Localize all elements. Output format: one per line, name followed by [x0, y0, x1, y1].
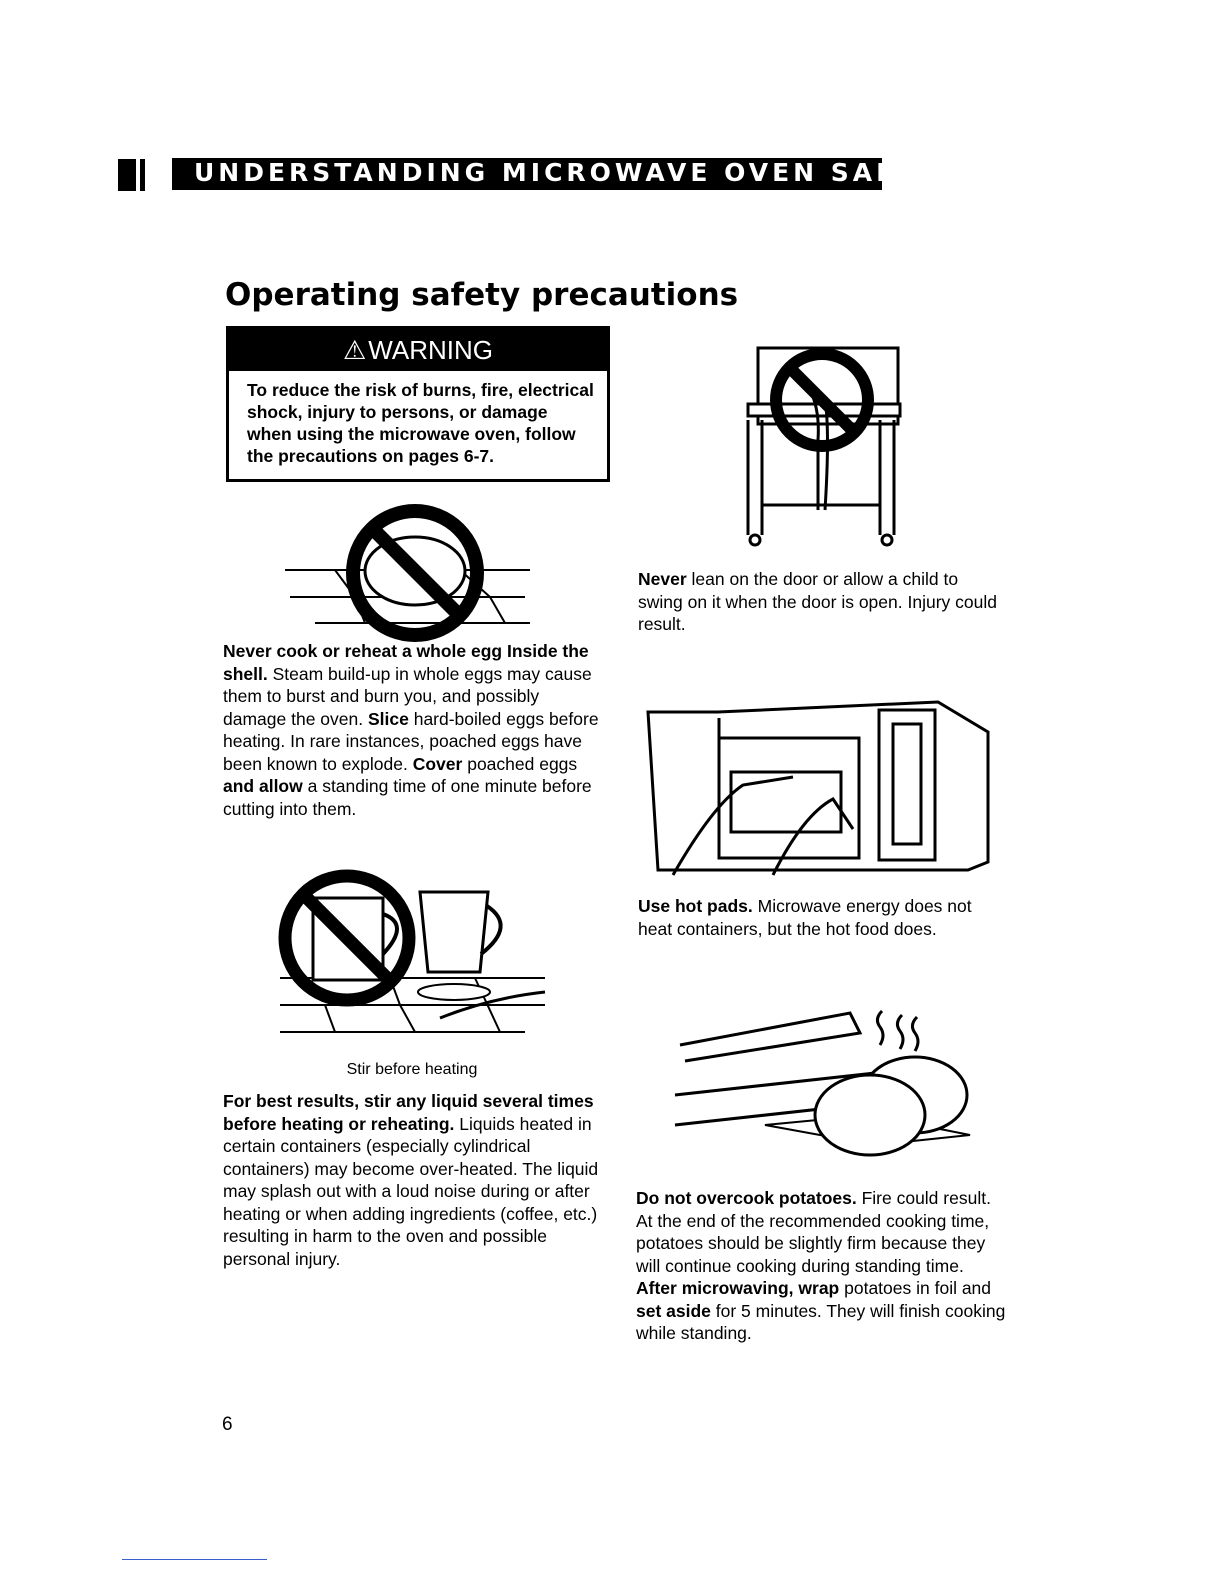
warning-label: WARNING [368, 335, 493, 365]
egg-bold-2: Slice [367, 708, 409, 729]
egg-paragraph [223, 640, 603, 820]
egg-bold-3: Cover [412, 753, 463, 774]
warning-box [226, 326, 610, 482]
egg-body-3: poached eggs [462, 753, 578, 774]
potatoes-body-3: for 5 minutes. They will finish cooking while standing. [636, 1300, 1006, 1343]
hot-pads-illustration [643, 690, 993, 880]
door-body: lean on the door or allow a child to swing on it when the door is open. Injury could result. [638, 569, 997, 634]
header-marker-line [140, 159, 145, 191]
potatoes-bold-2: After microwaving, wrap [636, 1278, 840, 1298]
page-number: 6 [222, 1414, 233, 1435]
potatoes-paragraph [636, 1187, 1006, 1345]
door-paragraph [638, 568, 998, 636]
potatoes-body-1: Fire could result. At the end of the recommended cooking time, potatoes should be slightly firm because they will continue cooking during standing time. [636, 1188, 991, 1276]
bottom-rule [122, 1559, 267, 1560]
stir-paragraph [223, 1090, 603, 1270]
potatoes-illustration [675, 1005, 975, 1175]
door-lead: Never [638, 569, 687, 589]
child-on-door-illustration [740, 340, 910, 565]
stir-caption: Stir before heating [346, 1061, 478, 1078]
section-header-title: UNDERSTANDING MICROWAVE OVEN SAFETY [194, 158, 962, 187]
stir-body: Liquids heated in certain containers (especially cylindrical containers) may become over-heated. The liquid may splash out with a loud noise during or after heating or when adding ingredients (coffee, etc.) resulting in harm to the oven and possible personal injury. [223, 1113, 599, 1269]
warning-text: To reduce the risk of burns, fire, electrical shock, injury to persons, or damage when using the microwave oven, follow the precautions on pages 6-7. [247, 380, 594, 466]
egg-body-1: Steam build-up in whole eggs may cause them to burst and burn you, and possibly damage the oven. [223, 663, 592, 729]
section-header [172, 158, 962, 190]
potatoes-lead: Do not overcook potatoes. [636, 1188, 857, 1208]
egg-body-2: hard-boiled eggs before heating. In rare instances, poached eggs have been known to explode. [223, 708, 599, 774]
egg-lead: Never cook or reheat a whole egg Inside the shell. [223, 641, 589, 684]
hot-pads-lead: Use hot pads. [638, 896, 753, 916]
hot-pads-body: Microwave energy does not heat containers, but the hot food does. [638, 896, 972, 939]
warning-header [229, 329, 607, 371]
potatoes-body-2: potatoes in foil and [839, 1278, 992, 1298]
page-title: Operating safety precautions [225, 277, 739, 313]
egg-prohibited-illustration [255, 505, 545, 635]
warning-triangle-icon: ⚠ [342, 335, 367, 365]
egg-bold-4: and allow [223, 776, 303, 796]
hot-pads-paragraph [638, 895, 1008, 940]
potatoes-bold-3: set aside [636, 1300, 711, 1321]
mugs-illustration [275, 870, 550, 1040]
stir-lead: For best results, stir any liquid several times before heating or reheating. [223, 1091, 594, 1134]
egg-body-4: a standing time of one minute before cutting into them. [223, 776, 592, 819]
header-marker-block [118, 159, 136, 191]
